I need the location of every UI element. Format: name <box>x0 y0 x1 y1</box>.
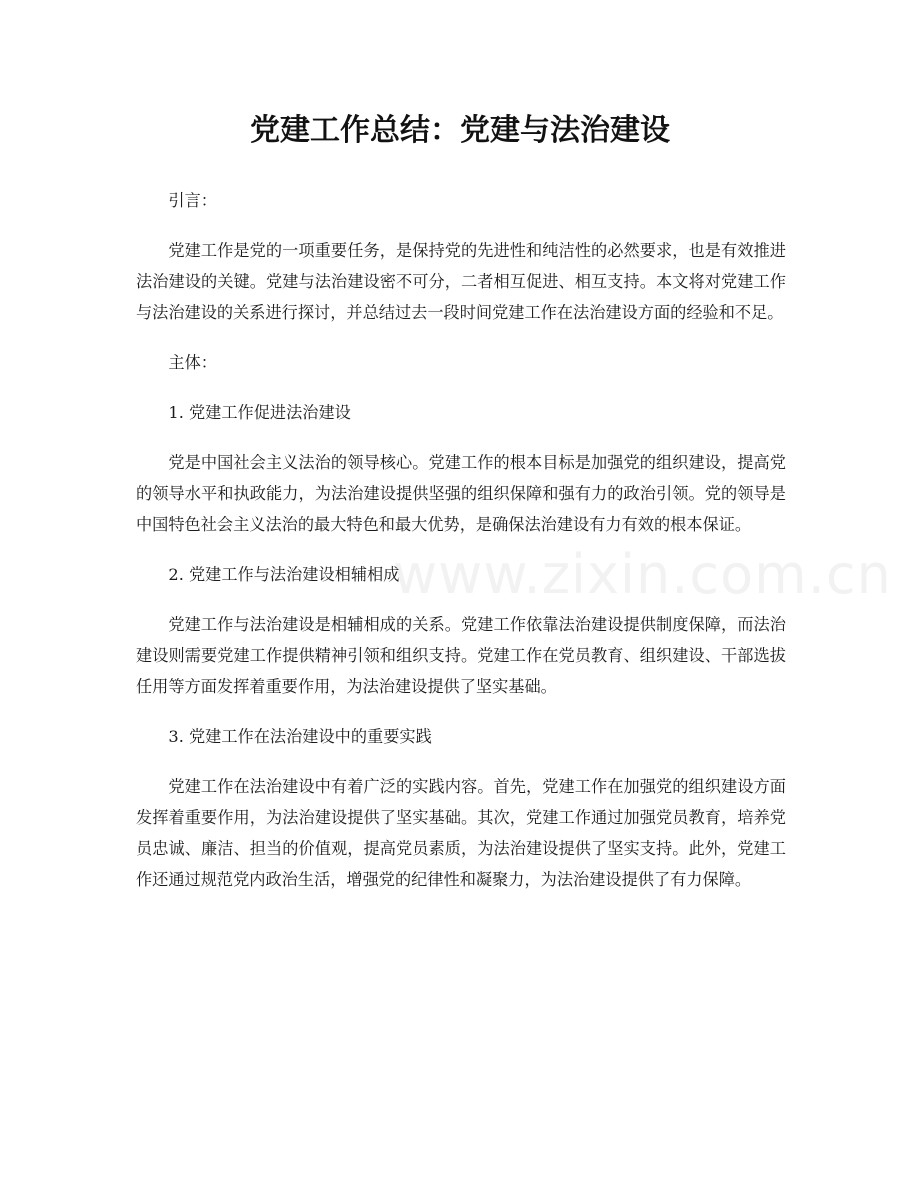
paragraph-intro: 党建工作是党的一项重要任务，是保持党的先进性和纯洁性的必然要求，也是有效推进法治建设的关键。党建与法治建设密不可分，二者相互促进、相互支持。本文将对党建工作与法治建设的关系进行探讨，并总结过去一段时间党建工作在法治建设方面的经验和不足。 <box>136 241 786 322</box>
paragraph-2: 党建工作与法治建设是相辅相成的关系。党建工作依靠法治建设提供制度保障，而法治建设则需要党建工作提供精神引领和组织支持。党建工作在党员教育、组织建设、干部选拔任用等方面发挥着重要作用，为法治建设提供了坚实基础。 <box>136 615 786 696</box>
document-title: 党建工作总结：党建与法治建设 <box>250 113 670 148</box>
subheading-2: 2. 党建工作与法治建设相辅相成 <box>168 565 400 584</box>
document-body <box>136 185 786 914</box>
section-heading-main: 主体： <box>168 353 217 372</box>
paragraph-3: 党建工作在法治建设中有着广泛的实践内容。首先，党建工作在加强党的组织建设方面发挥着重要作用，为法治建设提供了坚实基础。其次，党建工作通过加强党员教育，培养党员忠诚、廉洁、担当的价值观，提高党员素质，为法治建设提供了坚实支持。此外，党建工作还通过规范党内政治生活，增强党的纪律性和凝聚力，为法治建设提供了有力保障。 <box>136 777 786 889</box>
section-heading-intro: 引言： <box>168 191 217 210</box>
subheading-3: 3. 党建工作在法治建设中的重要实践 <box>168 727 432 746</box>
subheading-1: 1. 党建工作促进法治建设 <box>168 403 351 422</box>
watermark-text: www.zixin.com.cn <box>393 543 892 606</box>
paragraph-1: 党是中国社会主义法治的领导核心。党建工作的根本目标是加强党的组织建设，提高党的领导水平和执政能力，为法治建设提供坚强的组织保障和强有力的政治引领。党的领导是中国特色社会主义法治的最大特色和最大优势，是确保法治建设有力有效的根本保证。 <box>136 453 786 534</box>
